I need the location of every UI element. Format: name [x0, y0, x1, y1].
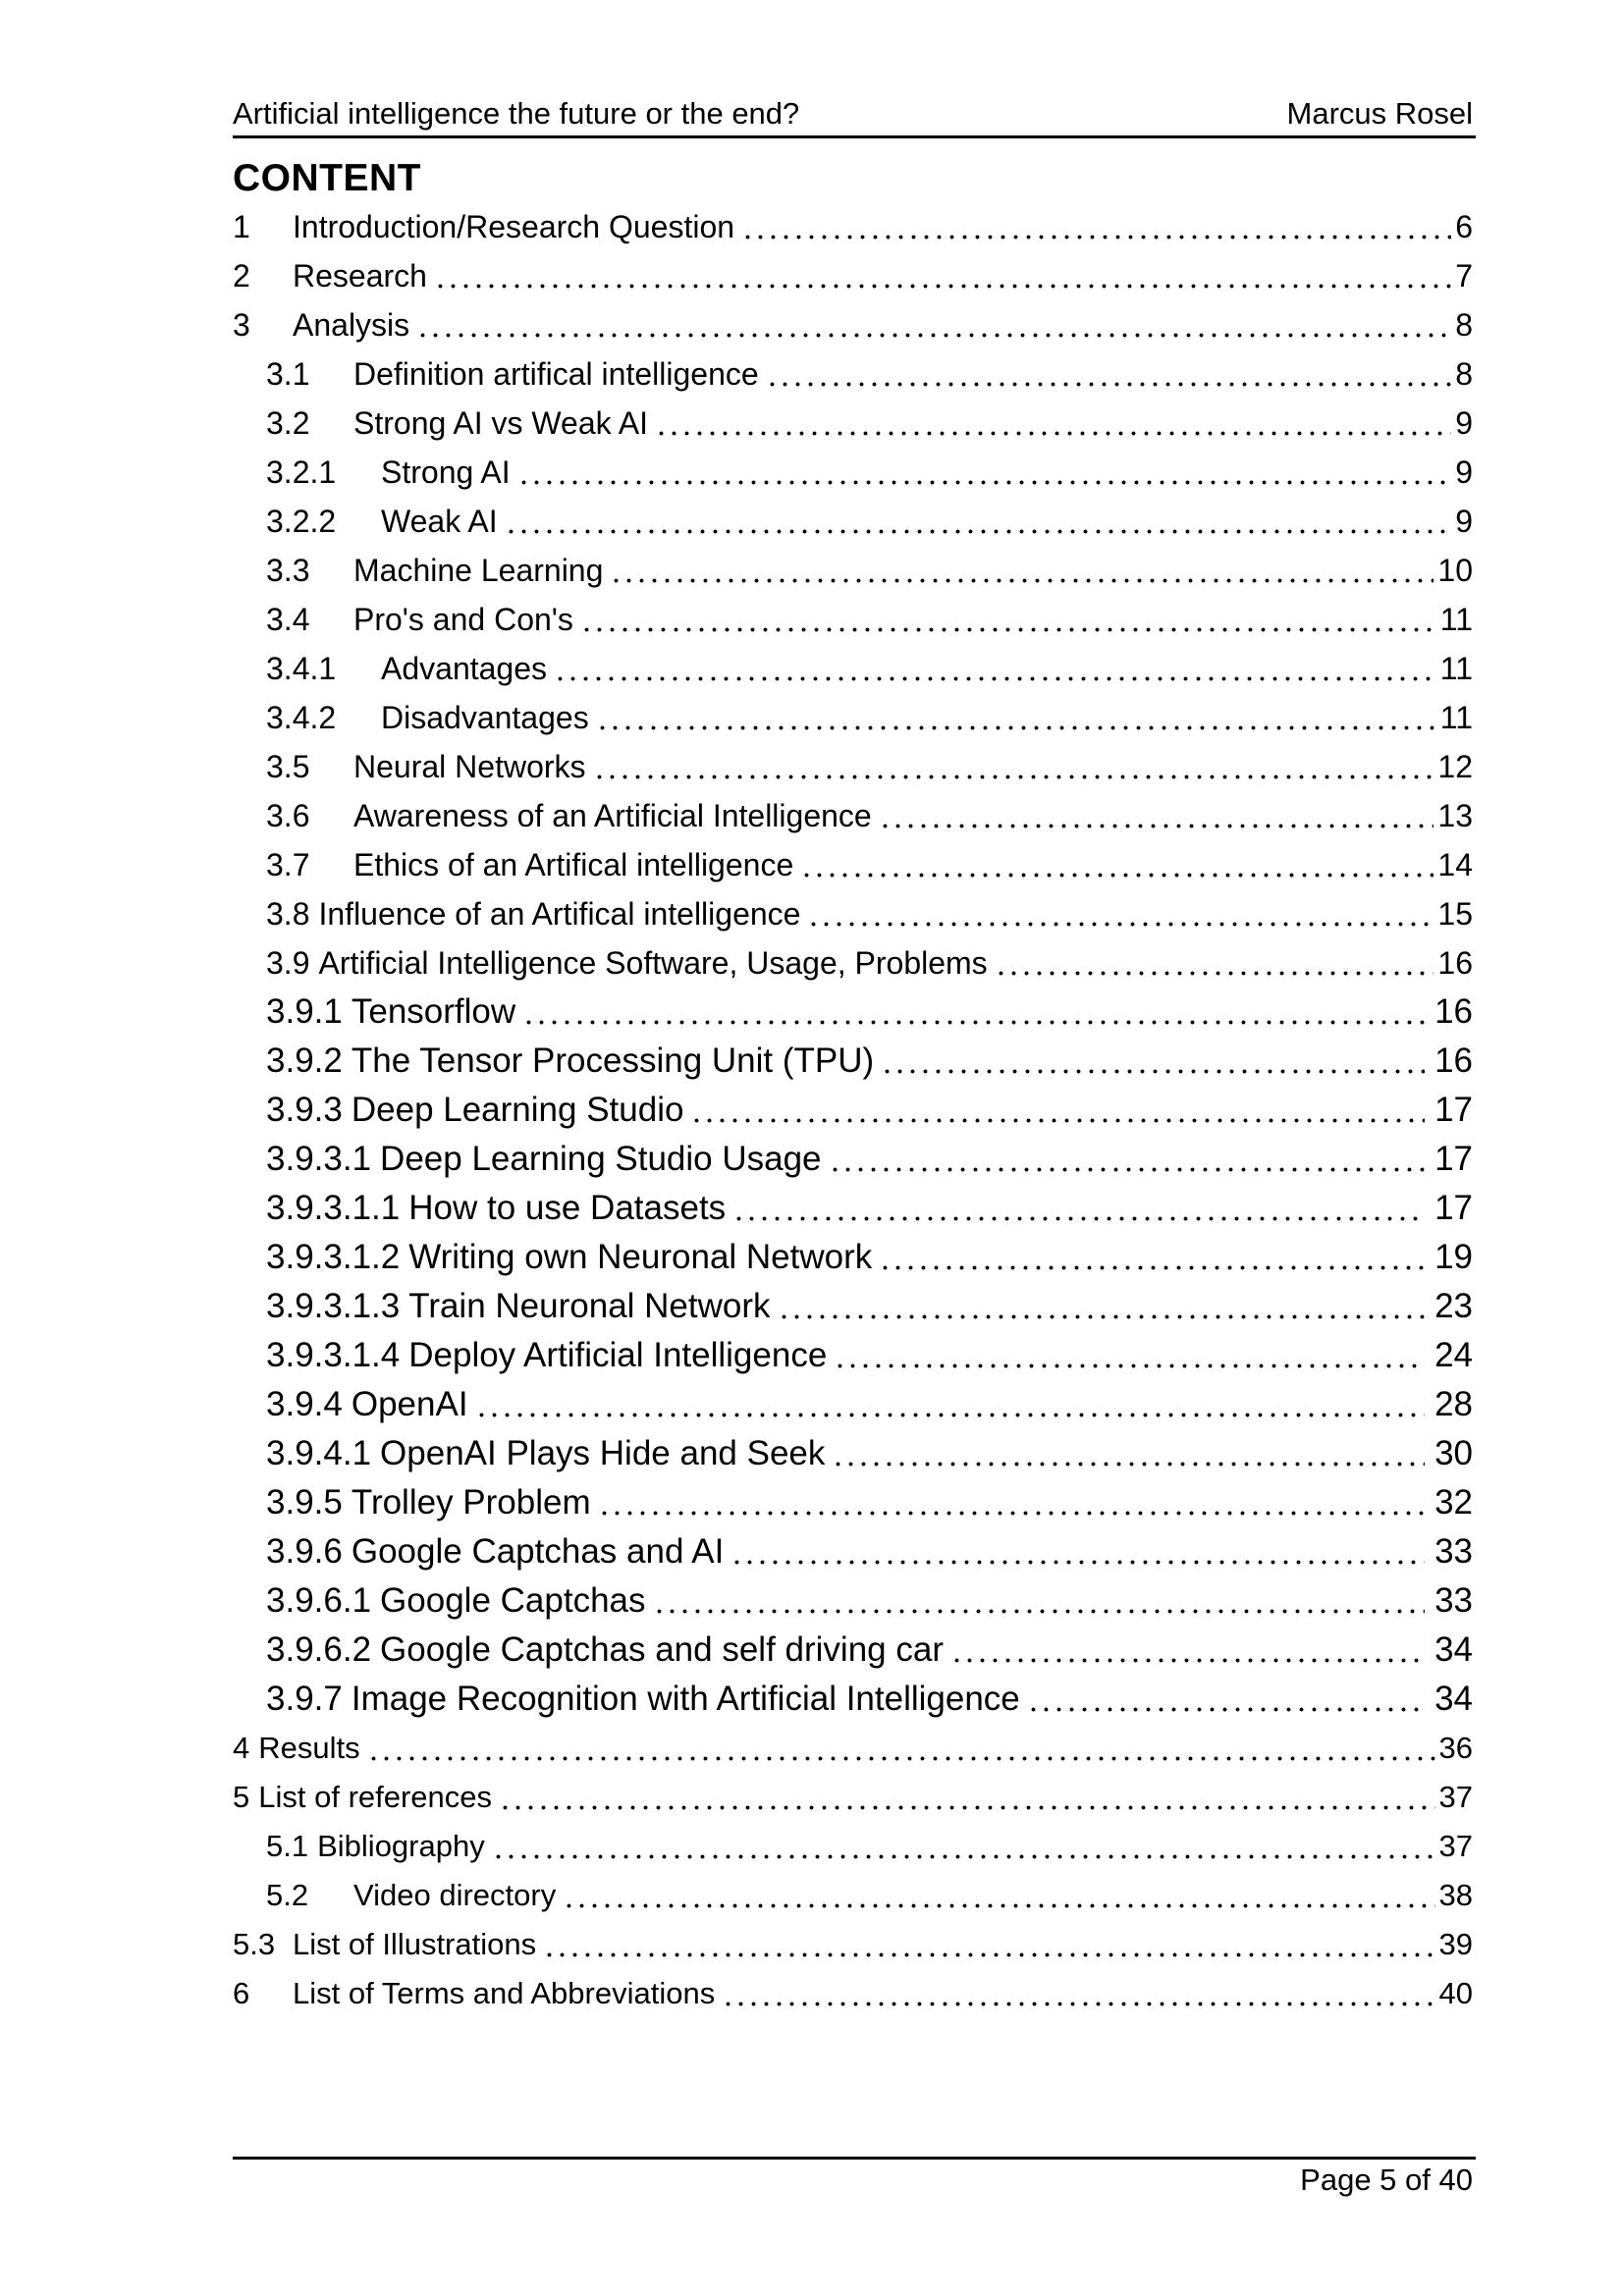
toc-entry-number: 3.7 — [266, 847, 310, 882]
toc-entry-page: 39 — [1438, 1927, 1473, 1961]
toc-entry-number: 3.9 — [266, 945, 310, 981]
toc-entry-title: Weak AI — [381, 504, 498, 539]
toc-entry-number: 2 — [233, 258, 250, 294]
toc-entry-title: Deep Learning Studio Usage — [380, 1140, 822, 1178]
toc-entry-page: 33 — [1434, 1581, 1473, 1620]
toc-entry-page: 23 — [1434, 1287, 1473, 1325]
page-footer — [233, 2157, 1476, 2198]
toc-entry-page: 15 — [1437, 896, 1473, 932]
toc-entry-title: Writing own Neuronal Network — [408, 1238, 873, 1276]
toc-entry-title: Disadvantages — [381, 700, 589, 735]
toc-entry[interactable] — [233, 1086, 1473, 1135]
toc-entry-title: OpenAI Plays Hide and Seek — [380, 1434, 826, 1472]
toc-entry-title: Awareness of an Artificial Intelligence — [353, 798, 872, 833]
toc-entry[interactable] — [233, 1429, 1473, 1478]
toc-entry-page: 16 — [1434, 992, 1473, 1031]
toc-entry-number: 3.9.5 — [266, 1483, 343, 1522]
toc-entry-number: 4 — [233, 1731, 250, 1765]
toc-entry-page: 11 — [1439, 700, 1473, 735]
toc-entry[interactable] — [233, 448, 1473, 497]
toc-entry-title: Train Neuronal Network — [408, 1287, 771, 1325]
dot-leader — [540, 1920, 1434, 1969]
toc-entry-number: 3.9.4 — [266, 1385, 343, 1423]
toc-entry[interactable] — [233, 1282, 1473, 1331]
dot-leader — [947, 1626, 1425, 1675]
dot-leader — [431, 251, 1451, 300]
toc-entry-page: 37 — [1438, 1829, 1473, 1863]
toc-entry-title: List of references — [258, 1780, 493, 1814]
toc-entry-number: 6 — [233, 1976, 250, 2010]
toc-entry-title: Results — [258, 1731, 360, 1765]
toc-entry-title: Pro's and Con's — [353, 602, 573, 637]
dot-leader — [413, 300, 1451, 349]
toc-entry-title: Strong AI — [381, 454, 511, 490]
toc-entry-title: Deep Learning Studio — [351, 1091, 684, 1129]
toc-entry[interactable] — [233, 693, 1473, 742]
toc-entry-page: 8 — [1455, 356, 1473, 392]
toc-entry-page: 9 — [1455, 504, 1473, 539]
toc-entry-number: 3.9.3.1.4 — [266, 1336, 401, 1374]
toc-entry-number: 3.2.1 — [266, 454, 337, 490]
toc-entry-page: 6 — [1455, 209, 1473, 244]
toc-entry-title: Trolley Problem — [351, 1483, 591, 1522]
toc-entry[interactable] — [233, 1037, 1473, 1086]
dot-leader — [364, 1724, 1435, 1773]
toc-entry[interactable] — [233, 889, 1473, 938]
dot-leader — [728, 1527, 1425, 1576]
toc-entry-page: 28 — [1434, 1385, 1473, 1423]
toc-entry-title: Strong AI vs Weak AI — [353, 405, 648, 441]
toc-entry-title: Tensorflow — [351, 992, 516, 1031]
dot-leader — [775, 1282, 1426, 1331]
toc-entry[interactable] — [233, 1233, 1473, 1282]
toc-entry[interactable] — [233, 1724, 1473, 1773]
dot-leader — [876, 791, 1434, 840]
toc-entry-number: 3.9.2 — [266, 1041, 343, 1080]
dot-leader — [496, 1773, 1434, 1822]
toc-entry[interactable] — [233, 1576, 1473, 1626]
toc-entry-page: 7 — [1455, 258, 1473, 294]
toc-entry[interactable] — [233, 742, 1473, 791]
toc-entry-number: 3.9.4.1 — [266, 1434, 372, 1472]
dot-leader — [593, 693, 1436, 742]
dot-leader — [590, 742, 1434, 791]
toc-entry-title: Ethics of an Artifical intelligence — [353, 847, 794, 882]
toc-entry-title: List of Terms and Abbreviations — [293, 1976, 716, 2010]
toc-entry-title: Introduction/Research Question — [293, 209, 735, 244]
running-header-title: Artificial intelligence the future or the end? — [233, 96, 800, 131]
toc-entry-page: 34 — [1434, 1630, 1473, 1669]
toc-entry[interactable] — [233, 1920, 1473, 1969]
toc-entry-number: 3 — [233, 307, 250, 343]
toc-entry-title: OpenAI — [351, 1385, 468, 1423]
dot-leader — [876, 1233, 1425, 1282]
toc-entry[interactable] — [233, 202, 1473, 251]
dot-leader — [687, 1086, 1425, 1135]
toc-entry-number: 3.5 — [266, 749, 310, 784]
dot-leader — [738, 202, 1451, 251]
dot-leader — [489, 1822, 1435, 1871]
dot-leader — [560, 1871, 1434, 1920]
toc-entry-page: 14 — [1437, 847, 1473, 882]
dot-leader — [730, 1184, 1425, 1233]
toc-entry-number: 3.9.7 — [266, 1680, 343, 1718]
toc-entry-page: 11 — [1439, 651, 1473, 686]
running-header-author: Marcus Rosel — [1286, 96, 1473, 131]
toc-entry-page: 32 — [1434, 1483, 1473, 1522]
toc-entry-title: Neural Networks — [353, 749, 586, 784]
dot-leader — [992, 938, 1434, 988]
toc-entry-page: 10 — [1437, 553, 1473, 588]
toc-entry-page: 38 — [1438, 1878, 1473, 1912]
toc-entry-title: List of Illustrations — [293, 1927, 537, 1961]
toc-entry[interactable] — [233, 1135, 1473, 1184]
toc-entry[interactable] — [233, 1331, 1473, 1380]
toc-entry-number: 3.9.3.1 — [266, 1140, 372, 1178]
page-title: CONTENT — [233, 157, 421, 199]
toc-entry[interactable] — [233, 644, 1473, 693]
toc-entry[interactable] — [233, 1969, 1473, 2018]
toc-entry-number: 3.3 — [266, 553, 310, 588]
toc-entry-title: Bibliography — [317, 1829, 485, 1863]
toc-entry[interactable] — [233, 349, 1473, 399]
toc-entry-title: Research — [293, 258, 427, 294]
dot-leader — [719, 1969, 1434, 2018]
toc-entry-page: 30 — [1434, 1434, 1473, 1472]
toc-entry-number: 3.4.2 — [266, 700, 337, 735]
running-header — [233, 95, 1476, 138]
dot-leader — [472, 1380, 1426, 1429]
toc-entry-page: 9 — [1455, 405, 1473, 441]
toc-entry-number: 3.4 — [266, 602, 310, 637]
toc-entry-page: 9 — [1455, 454, 1473, 490]
toc-entry-page: 19 — [1434, 1238, 1473, 1276]
toc-entry-number: 1 — [233, 209, 250, 244]
dot-leader — [595, 1478, 1425, 1527]
dot-leader — [826, 1135, 1426, 1184]
toc-entry[interactable] — [233, 1527, 1473, 1576]
toc-entry-page: 8 — [1455, 307, 1473, 343]
toc-entry-title: Definition artifical intelligence — [353, 356, 759, 392]
toc-entry[interactable] — [233, 1871, 1473, 1920]
toc-entry-title: Advantages — [381, 651, 548, 686]
toc-entry[interactable] — [233, 251, 1473, 300]
toc-entry[interactable] — [233, 840, 1473, 889]
dot-leader — [804, 889, 1434, 938]
toc-entry-title: Machine Learning — [353, 553, 604, 588]
toc-entry-number: 3.9.3 — [266, 1091, 343, 1129]
toc-entry-page: 24 — [1434, 1336, 1473, 1374]
toc-entry-number: 3.6 — [266, 798, 310, 833]
table-of-contents — [233, 202, 1473, 2018]
toc-entry[interactable] — [233, 1184, 1473, 1233]
toc-entry[interactable] — [233, 938, 1473, 988]
toc-entry-title: Analysis — [293, 307, 410, 343]
toc-entry-page: 11 — [1439, 602, 1473, 637]
toc-entry-number: 5.2 — [266, 1878, 309, 1912]
dot-leader — [829, 1429, 1425, 1478]
toc-entry-title: Google Captchas and self driving car — [380, 1630, 944, 1669]
dot-leader — [878, 1037, 1425, 1086]
toc-entry[interactable] — [233, 988, 1473, 1037]
toc-entry-page: 13 — [1437, 798, 1473, 833]
toc-entry[interactable] — [233, 1380, 1473, 1429]
toc-entry-title: How to use Datasets — [408, 1189, 727, 1227]
toc-entry-number: 5.1 — [266, 1829, 309, 1863]
toc-entry-number: 3.9.3.1.3 — [266, 1287, 401, 1325]
toc-entry[interactable] — [233, 1478, 1473, 1527]
toc-entry-number: 5 — [233, 1780, 250, 1814]
toc-entry[interactable] — [233, 546, 1473, 595]
toc-entry-title: Video directory — [353, 1878, 557, 1912]
toc-entry[interactable] — [233, 399, 1473, 448]
toc-entry-page: 17 — [1434, 1189, 1473, 1227]
dot-leader — [652, 399, 1451, 448]
toc-entry[interactable] — [233, 1626, 1473, 1675]
toc-entry-page: 36 — [1438, 1731, 1473, 1765]
dot-leader — [502, 497, 1452, 546]
dot-leader — [607, 546, 1434, 595]
toc-entry-number: 3.2.2 — [266, 504, 337, 539]
toc-entry-number: 3.8 — [266, 896, 310, 932]
toc-entry-title: Image Recognition with Artificial Intelligence — [351, 1680, 1020, 1718]
toc-entry-title: Influence of an Artifical intelligence — [318, 896, 801, 932]
toc-entry-number: 3.9.3.1.2 — [266, 1238, 401, 1276]
toc-entry-title: The Tensor Processing Unit (TPU) — [351, 1041, 875, 1080]
toc-entry[interactable] — [233, 1675, 1473, 1724]
toc-entry-number: 3.4.1 — [266, 651, 337, 686]
toc-entry-number: 3.9.6.2 — [266, 1630, 372, 1669]
toc-entry-number: 3.9.6 — [266, 1532, 343, 1571]
toc-entry[interactable] — [233, 300, 1473, 349]
toc-entry-number: 3.2 — [266, 405, 310, 441]
toc-entry-page: 12 — [1437, 749, 1473, 784]
toc-entry-title: Google Captchas and AI — [351, 1532, 725, 1571]
toc-entry-number: 3.9.6.1 — [266, 1581, 372, 1620]
toc-entry[interactable] — [233, 1773, 1473, 1822]
toc-entry-number: 3.9.3.1.1 — [266, 1189, 401, 1227]
toc-entry-page: 40 — [1438, 1976, 1473, 2010]
toc-entry-title: Artificial Intelligence Software, Usage, Problems — [318, 945, 988, 981]
toc-entry-page: 17 — [1434, 1140, 1473, 1178]
dot-leader — [577, 595, 1436, 644]
toc-entry-page: 34 — [1434, 1680, 1473, 1718]
toc-entry-number: 3.9.1 — [266, 992, 343, 1031]
dot-leader — [650, 1576, 1426, 1626]
dot-leader — [831, 1331, 1425, 1380]
dot-leader — [551, 644, 1436, 693]
toc-entry-page: 37 — [1438, 1780, 1473, 1814]
dot-leader — [519, 988, 1425, 1037]
toc-entry-page: 17 — [1434, 1091, 1473, 1129]
toc-entry[interactable] — [233, 497, 1473, 546]
toc-entry-page: 16 — [1437, 945, 1473, 981]
dot-leader — [797, 840, 1434, 889]
toc-entry[interactable] — [233, 791, 1473, 840]
toc-entry-page: 33 — [1434, 1532, 1473, 1571]
dot-leader — [763, 349, 1452, 399]
page-number-footer: Page 5 of 40 — [1300, 2163, 1473, 2197]
toc-entry[interactable] — [233, 1822, 1473, 1871]
dot-leader — [1024, 1675, 1425, 1724]
toc-entry-number: 3.1 — [266, 356, 310, 392]
toc-entry-page: 16 — [1434, 1041, 1473, 1080]
toc-entry[interactable] — [233, 595, 1473, 644]
toc-entry-title: Google Captchas — [380, 1581, 646, 1620]
toc-entry-title: Deploy Artificial Intelligence — [408, 1336, 828, 1374]
dot-leader — [514, 448, 1452, 497]
toc-entry-number: 5.3 — [233, 1927, 276, 1961]
